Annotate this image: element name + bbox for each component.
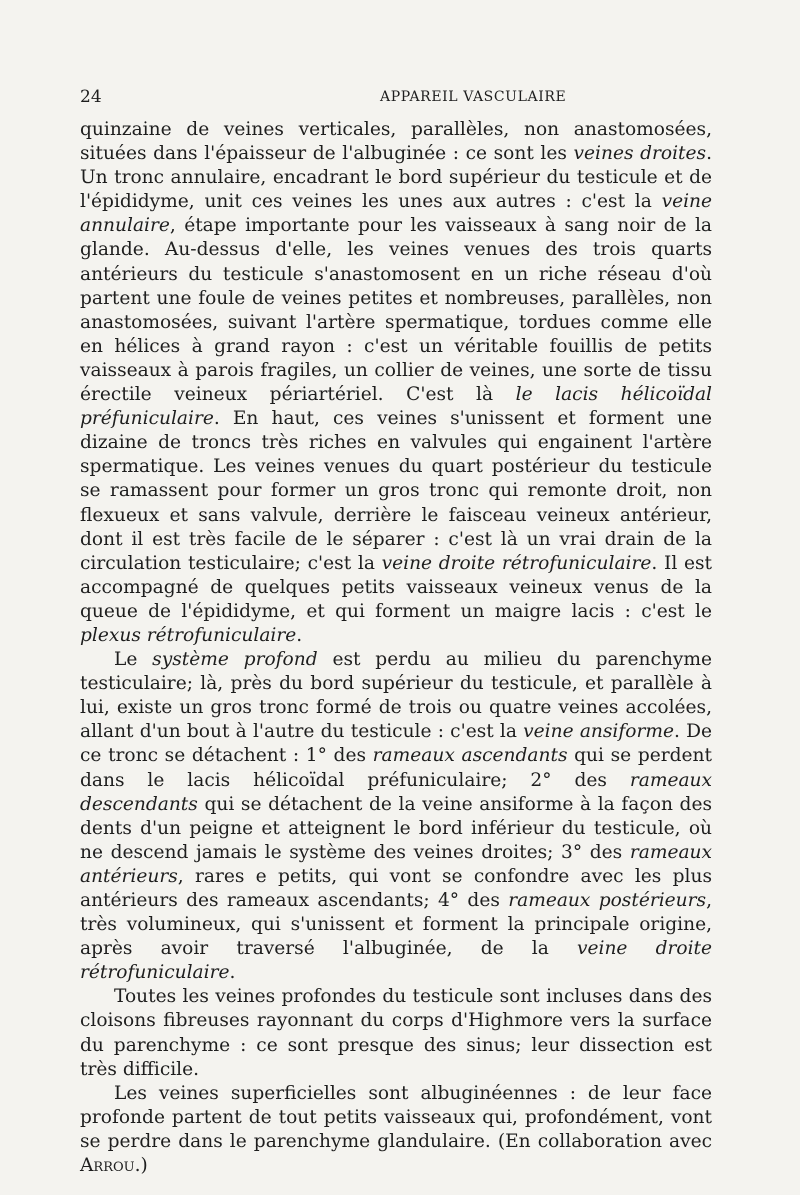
paragraph <box>80 118 712 648</box>
text-run: . Un tronc annulaire, encadrant le bord supérieur du testicule et de l'épididyme, unit ces veines les unes aux autres : c'est la <box>80 143 712 213</box>
text-run: , rares e petits, qui vont se confondre avec les plus antérieurs des rameaux ascendants; 4° des <box>80 865 712 911</box>
italic-term: système profond <box>152 649 318 671</box>
text-run: . De ce tronc se détachent : 1° des <box>80 721 712 767</box>
text-run: qui se détachent de la veine ansiforme à la façon des dents d'un peigne et atteignent le bord inférieur du testicule, où ne descend jamais le système des veines droites; 3° des <box>80 793 712 863</box>
paragraph <box>80 1082 712 1178</box>
italic-term: plexus rétrofuniculaire <box>80 624 297 646</box>
italic-term: veines droites <box>573 143 707 165</box>
italic-term: le lacis hélicoïdal préfuniculaire <box>80 384 712 430</box>
paragraph <box>80 985 712 1081</box>
text-run: . <box>229 962 236 984</box>
text-run: . Il est accompagné de quelques petits vaisseaux veineux venus de la queue de l'épididyme, et qui forment un maigre lacis : c'est le <box>80 552 713 622</box>
text-run: . En haut, ces veines s'unissent et forment une dizaine de troncs très riches en valvules qui engainent l'artère spermatique. Les veines venues du quart postérieur du testicule se ramassent pour former un gros tronc qui remonte droit, non flexueux et sans valvule, derrière le faisceau veineux antérieur, dont il est très facile de le séparer : c'est là un vrai drain de la circulation testiculaire; c'est la <box>80 408 712 574</box>
page-number: 24 <box>80 87 102 107</box>
italic-term: veine ansiforme <box>523 721 674 743</box>
text-run: . <box>296 624 303 646</box>
text-run: qui se perdent dans le lacis hélicoïdal préfuniculaire; 2° des <box>80 745 712 791</box>
italic-term: rameaux descendants <box>80 769 712 815</box>
text-run: Toutes les veines profondes du testicule sont incluses dans des cloisons fibreuses rayonnant du corps d'Highmore vers la surface du parenchyme : ce sont presque des sinus; leur dissection est très difficile. <box>80 986 712 1080</box>
running-title: APPAREIL VASCULAIRE <box>380 89 567 105</box>
text-run: Le <box>114 649 153 671</box>
page-header <box>80 87 720 111</box>
text-run: quinzaine de veines verticales, parallèles, non anastomosées, situées dans l'épaisseur de l'albuginée : ce sont les <box>80 119 712 165</box>
text-run: Les veines superficielles sont albuginéennes : de leur face profonde partent de tout petits vaisseaux qui, profondément, vont se perdre dans le parenchyme glandulaire. (En collaboration avec <box>80 1082 712 1152</box>
paragraph <box>80 648 712 985</box>
body-text <box>80 118 712 1178</box>
text-run: , étape importante pour les vaisseaux à sang noir de la glande. Au-dessus d'elle, les veines venues des trois quarts antérieurs du testicule s'anastomosent en un riche réseau d'où partent une foule de veines petites et nombreuses, parallèles, non anastomosées, suivant l'artère spermatique, tordues comme elle en hélices à grand rayon : c'est un véritable fouillis de petits vaisseaux à parois fragiles, un collier de veines, une sorte de tissu érectile veineux périartériel. C'est là <box>80 215 712 406</box>
text-run: est perdu au milieu du parenchyme testiculaire; là, près du bord supérieur du testicule, et parallèle à lui, existe un gros tronc formé de trois ou quatre veines accolées, allant d'un bout à l'autre du testicule : c'est la <box>80 649 712 743</box>
italic-term: veine droite rétrofuniculaire <box>80 938 712 984</box>
text-run: .) <box>134 1155 148 1177</box>
italic-term: rameaux ascendants <box>372 745 568 767</box>
text-run: , très volumineux, qui s'unissent et forment la principale origine, après avoir traversé l'albuginée, de la <box>80 890 712 960</box>
italic-term: veine droite rétrofuniculaire <box>381 552 652 574</box>
italic-term: rameaux postérieurs <box>508 890 707 911</box>
author-name: Arrou <box>80 1155 135 1177</box>
italic-term: veine annulaire <box>80 191 712 237</box>
italic-term: rameaux antérieurs <box>80 841 712 887</box>
